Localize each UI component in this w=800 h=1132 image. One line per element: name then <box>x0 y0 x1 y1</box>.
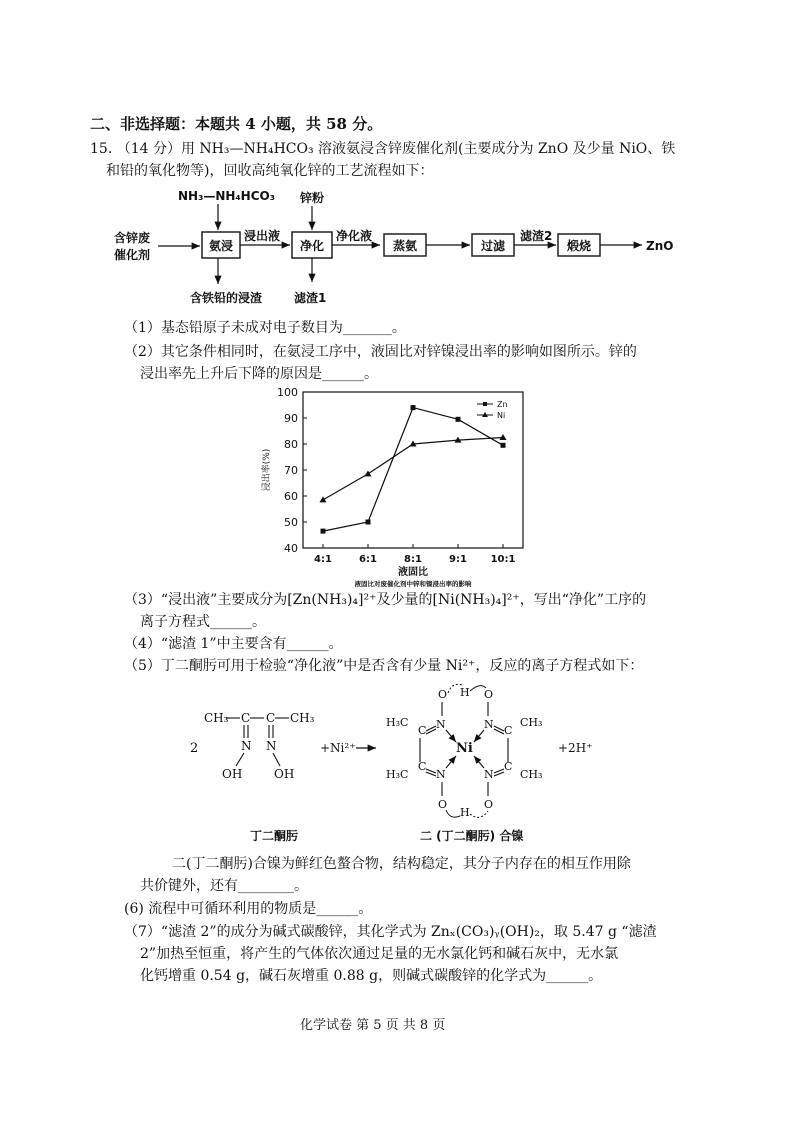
q15-part2-line1: （2）其它条件相同时，在氨浸工序中，液固比对锌镍浸出率的影响如图所示。锌的 <box>124 344 637 360</box>
q15-intro-line2: 和铅的氧化物等)，回收高纯氧化锌的工艺流程如下： <box>106 163 434 179</box>
plus-ni2: +Ni²⁺ <box>320 741 356 755</box>
series-line-zn <box>323 408 506 531</box>
box-ammonia-distill-label: 蒸氨 <box>392 239 418 253</box>
complex-c-top-left: C <box>418 724 427 737</box>
data-point-zn <box>366 520 371 525</box>
complex-h3c-bottom: H₃C <box>386 768 409 781</box>
flow-label-residue2: 滤渣2 <box>520 229 553 243</box>
left-c-1: C <box>241 711 251 725</box>
complex-ni: Ni <box>456 741 473 756</box>
leaching-rate-chart <box>255 382 545 588</box>
complex-ch3-top: CH₃ <box>520 716 543 729</box>
x-tick-label: 8:1 <box>404 554 422 565</box>
x-tick-label: 6:1 <box>359 554 377 565</box>
chart-legend <box>477 400 508 420</box>
x-tick-label: 4:1 <box>314 554 332 565</box>
data-point-zn <box>411 405 416 410</box>
x-tick-label: 9:1 <box>449 554 467 565</box>
label-dimethylglyoxime: 丁二酮肟 <box>250 829 299 843</box>
y-tick-label: 40 <box>284 542 298 555</box>
q15-part3-line1: （3）“浸出液”主要成分为[Zn(NH₃)₄]²⁺及少量的[Ni(NH₃)₄]²⁺，写出“净化”工序的 <box>124 592 647 608</box>
q15-part4: （4）“滤渣 1”中主要含有______。 <box>124 636 343 652</box>
plus-2h: +2H⁺ <box>558 741 593 755</box>
left-oh-2: OH <box>274 767 295 781</box>
left-n-2: N <box>266 739 277 753</box>
y-tick-label: 60 <box>284 490 298 503</box>
label-nickel-complex: 二 (丁二酮肟) 合镍 <box>420 829 524 843</box>
complex-ch3-bottom: CH₃ <box>520 768 543 781</box>
data-point-ni <box>500 434 507 440</box>
data-point-ni <box>365 470 372 476</box>
data-point-zn <box>321 529 326 534</box>
complex-n-top-right: N <box>484 718 494 731</box>
left-ch3-1: CH₃ <box>204 711 229 725</box>
left-c-2: C <box>266 711 276 725</box>
flow-residue-fe-pb: 含铁铅的浸渣 <box>190 291 263 305</box>
left-ch3-2: CH₃ <box>290 711 315 725</box>
q15-part7-line3: 化钙增重 0.54 g，碱石灰增重 0.88 g，则碱式碳酸锌的化学式为______。 <box>140 968 603 984</box>
q15-part5-text-line1: 二(丁二酮肟)合镍为鲜红色螯合物，结构稳定，其分子内存在的相互作用除 <box>172 856 631 872</box>
data-point-zn <box>456 417 461 422</box>
dimethylglyoxime-reaction <box>180 676 650 846</box>
q15-part2-line2: 浸出率先上升后下降的原因是______。 <box>140 366 378 382</box>
flow-label-leachate: 浸出液 <box>244 229 281 243</box>
complex-c-bottom-left: C <box>418 760 427 773</box>
coefficient-2: 2 <box>190 741 199 756</box>
q15-part5: （5）丁二酮肟可用于检验“净化液”中是否含有少量 Ni²⁺，反应的离子方程式如下： <box>124 658 644 674</box>
x-tick-label: 10:1 <box>490 554 516 565</box>
left-oh-1: OH <box>222 767 243 781</box>
data-point-zn <box>501 443 506 448</box>
flow-reagent-zinc-powder: 锌粉 <box>300 191 325 205</box>
y-tick-label: 50 <box>284 516 298 529</box>
legend-marker-square <box>483 402 487 406</box>
y-tick-label: 100 <box>277 386 298 399</box>
complex-n-top-left: N <box>436 718 446 731</box>
flow-feed-line1: 含锌废 <box>114 231 151 245</box>
q15-part1: （1）基态铅原子未成对电子数目为_______。 <box>124 320 406 336</box>
complex-bottom-h: H <box>460 806 470 819</box>
q15-part7-line2: 2”加热至恒重，将产生的气体依次通过足量的无水氯化钙和碱石灰中，无水氯 <box>140 946 619 962</box>
complex-h3c-top: H₃C <box>386 716 409 729</box>
y-tick-label: 90 <box>284 412 298 425</box>
flow-product-zno: ZnO <box>646 239 674 253</box>
legend-label: Zn <box>497 400 508 409</box>
page-footer: 化学试卷 第 5 页 共 8 页 <box>300 1018 446 1033</box>
process-flow-diagram <box>100 182 700 310</box>
chart-series <box>320 405 507 533</box>
chart-caption: 液固比对废催化剂中锌和镍浸出率的影响 <box>354 580 472 588</box>
complex-c-top-right: C <box>504 724 513 737</box>
complex-n-bottom-left: N <box>436 768 446 781</box>
chart-y-label: 浸出率(%) <box>262 448 272 492</box>
y-tick-label: 70 <box>284 464 298 477</box>
q15-part3-line2: 离子方程式______。 <box>140 614 266 630</box>
flow-reagent-nh3: NH₃—NH₄HCO₃ <box>178 189 275 203</box>
complex-n-bottom-right: N <box>484 768 494 781</box>
chart-x-label: 液固比 <box>398 567 428 578</box>
complex-c-bottom-right: C <box>504 760 513 773</box>
box-filtration-label: 过滤 <box>480 239 506 253</box>
legend-label: Ni <box>497 411 506 420</box>
q15-part6: (6) 流程中可循环利用的物质是______。 <box>124 901 373 917</box>
q15-part7-line1: （7）“滤渣 2”的成分为碱式碳酸锌，其化学式为 Znₓ(CO₃)ᵧ(OH)₂，取 5.47 g “滤渣 <box>124 924 657 940</box>
q15-intro-line1: 15. （14 分）用 NH₃—NH₄HCO₃ 溶液氨浸含锌废催化剂(主要成分为 ZnO 及少量 NiO、铁 <box>90 141 676 157</box>
complex-top-o-left: O <box>438 688 448 701</box>
section-title: 二、非选择题：本题共 4 小题，共 58 分。 <box>90 115 383 133</box>
y-tick-label: 80 <box>284 438 298 451</box>
data-point-ni <box>320 496 327 502</box>
q15-part5-text-line2: 共价键外，还有________。 <box>140 878 308 894</box>
complex-top-o-right: O <box>484 688 494 701</box>
complex-bottom-o-left: O <box>438 798 448 811</box>
series-line-ni <box>323 438 503 500</box>
left-n-1: N <box>241 739 252 753</box>
box-calcination-label: 煅烧 <box>566 239 592 253</box>
chart-x-ticks <box>314 544 515 565</box>
complex-bottom-o-right: O <box>484 798 494 811</box>
flow-label-purified-solution: 净化液 <box>336 229 373 243</box>
flow-feed-line2: 催化剂 <box>114 248 151 262</box>
flow-residue1: 滤渣1 <box>294 291 327 305</box>
box-purification-label: 净化 <box>299 239 325 253</box>
complex-top-h: H <box>460 686 470 699</box>
box-ammonia-leach-label: 氨浸 <box>208 239 234 253</box>
